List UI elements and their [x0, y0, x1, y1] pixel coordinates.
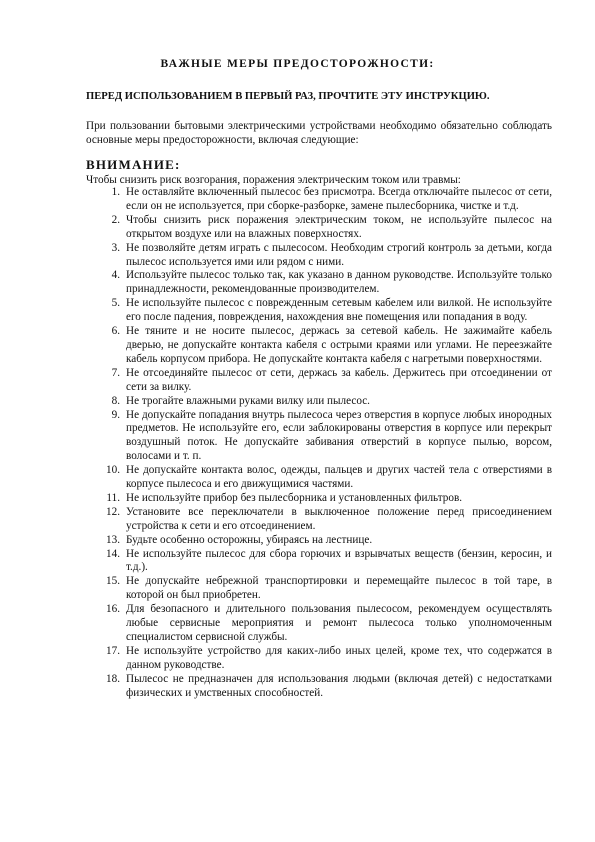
list-item-number: 11. — [106, 491, 120, 504]
list-item-number: 12. — [106, 505, 120, 518]
list-item-number: 16. — [106, 603, 120, 616]
list-item — [86, 603, 552, 645]
list-item-text: Чтобы снизить риск поражения электрическим током, не используйте пылесос на открытом воздухе или на влажных поверхностях. — [126, 213, 552, 240]
list-item — [86, 269, 552, 297]
list-item-text: Не отсоединяйте пылесос от сети, держась за кабель. Держитесь при отсоединении от сети за вилку. — [126, 366, 552, 393]
list-item-text: Установите все переключатели в выключенное положение перед присоединением устройства к сети и его отсоединением. — [126, 505, 552, 532]
list-item-number: 1. — [111, 186, 120, 198]
list-item-text: Будьте особенно осторожны, убираясь на лестнице. — [126, 533, 373, 546]
list-item-number: 5. — [111, 297, 120, 310]
list-item-text: Не допускайте попадания внутрь пылесоса через отверстия в корпусе любых инородных предметов. Не используйте его, если заблокированы отверстия в корпусе или перекрыт воздушный поток. Не допускайте забивания отверстий в корпусе пылью, ворсом, волосами и т. п. — [126, 408, 552, 463]
list-item-text: Не оставляйте включенный пылесос без присмотра. Всегда отключайте пылесос от сети, если он не используется, при сборке-разборке, замене пылесборника, чистке и т.д. — [126, 186, 552, 212]
warning-heading: ВНИМАНИЕ: — [86, 157, 181, 172]
list-item-text: Не трогайте влажными руками вилку или пылесос. — [126, 394, 370, 407]
list-item — [86, 464, 552, 492]
list-item — [86, 575, 552, 603]
list-item-number: 13. — [106, 533, 120, 546]
page-subtitle: ПЕРЕД ИСПОЛЬЗОВАНИЕМ В ПЕРВЫЙ РАЗ, ПРОЧТИТЕ ЭТУ ИНСТРУКЦИЮ. — [86, 91, 490, 102]
list-item-number: 7. — [111, 366, 120, 379]
list-item-text: Пылесос не предназначен для использования людьми (включая детей) с недостатками физических и умственных способностей. — [126, 672, 552, 699]
list-item — [86, 297, 552, 325]
list-item — [86, 548, 552, 576]
list-item-number: 10. — [106, 464, 120, 477]
list-item-number: 17. — [106, 644, 120, 657]
list-item-text: Не используйте пылесос с поврежденным сетевым кабелем или вилкой. Не используйте его после падения, повреждения, нахождения вне помещения или попадания в воду. — [126, 297, 552, 324]
list-item-number: 2. — [111, 213, 120, 226]
list-item-number: 9. — [111, 408, 120, 421]
list-item — [86, 645, 552, 673]
list-item-text: Не тяните и не носите пылесос, держась за сетевой кабель. Не зажимайте кабель дверью, не допускайте контакта кабеля с острыми краями или углами. Не переезжайте кабель корпусом прибора. Не допускайте контакта кабеля с нагретыми поверхностями. — [126, 325, 552, 365]
list-item-number: 15. — [106, 575, 120, 588]
list-item-number: 4. — [111, 269, 120, 282]
list-item-number: 18. — [106, 672, 120, 685]
list-item — [86, 409, 552, 465]
list-item — [86, 186, 552, 214]
list-item-number: 14. — [106, 547, 120, 560]
list-item-text: Не используйте пылесос для сбора горючих и взрывчатых веществ (бензин, керосин, и т.д.). — [126, 547, 552, 574]
precautions-list — [86, 186, 552, 701]
page-title: ВАЖНЫЕ МЕРЫ ПРЕДОСТОРОЖНОСТИ: — [160, 58, 435, 70]
list-item-text: Не позволяйте детям играть с пылесосом. Необходим строгий контроль за детьми, когда пылесос используется ими или рядом с ними. — [126, 241, 552, 268]
list-item — [86, 506, 552, 534]
list-item-number: 6. — [111, 325, 120, 338]
list-item-text: Не используйте прибор без пылесборника и установленных фильтров. — [126, 491, 463, 504]
list-item-text: Не используйте устройство для каких-либо иных целей, кроме тех, что содержатся в данном руководстве. — [126, 644, 552, 671]
list-item-number: 3. — [111, 241, 120, 254]
warning-lead: Чтобы снизить риск возгорания, поражения электрическим током или травмы: — [86, 174, 461, 186]
list-item — [86, 325, 552, 367]
list-item-text: Для безопасного и длительного пользования пылесосом, рекомендуем осуществлять любые сервисные мероприятия и ремонт пылесоса только уполномоченным специалистом сервисной службы. — [126, 603, 552, 643]
list-item-number: 8. — [111, 394, 120, 407]
list-item — [86, 673, 552, 701]
intro-paragraph: При пользовании бытовыми электрическими устройствами необходимо обязательно соблюдать основные меры предосторожности, включая следующие: — [86, 120, 552, 146]
list-item — [86, 534, 552, 548]
list-item — [86, 492, 552, 506]
list-item-text: Не допускайте контакта волос, одежды, пальцев и других частей тела с отверстиями в корпусе пылесоса и его движущимися частями. — [126, 464, 552, 491]
list-item-text: Не допускайте небрежной транспортировки и перемещайте пылесос в той таре, в которой он был приобретен. — [126, 575, 552, 602]
list-item — [86, 214, 552, 242]
list-item — [86, 242, 552, 270]
list-item — [86, 395, 552, 409]
list-item — [86, 367, 552, 395]
list-item-text: Используйте пылесос только так, как указано в данном руководстве. Используйте только принадлежности, рекомендованные производителем. — [126, 269, 552, 296]
